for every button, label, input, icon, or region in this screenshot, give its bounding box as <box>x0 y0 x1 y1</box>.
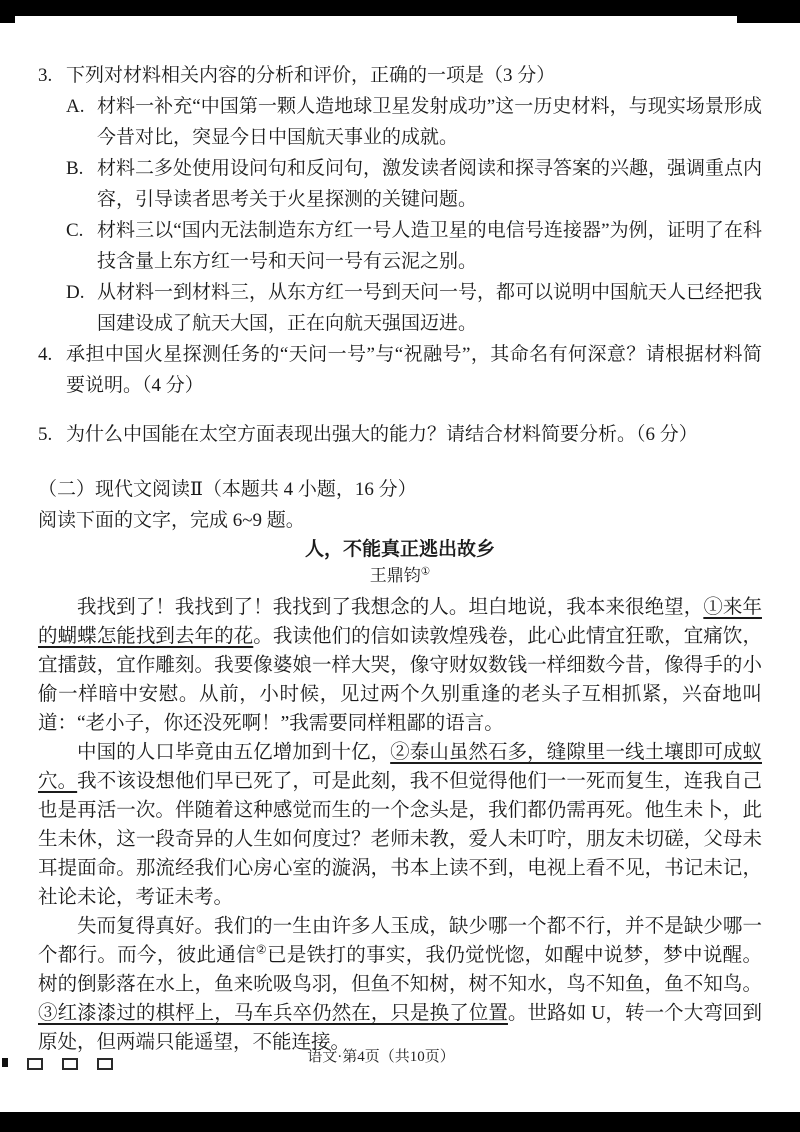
passage-author-name: 王鼎钧 <box>369 566 421 585</box>
print-registration-mark-filled <box>2 1058 8 1067</box>
scan-top-black-bar <box>0 0 800 16</box>
page-content <box>38 60 762 1057</box>
option-d-text: 从材料一到材料三，从东方红一号到天问一号，都可以说明中国航天人已经把我国建设成了航天大国，正在向航天强国迈进。 <box>97 282 763 334</box>
print-registration-mark-1 <box>27 1058 43 1070</box>
scan-bottom-black-bar <box>0 1112 800 1132</box>
question-5 <box>38 419 762 450</box>
scan-top-left-notch <box>0 0 15 23</box>
option-c-text: 材料三以“国内无法制造东方红一号人造卫星的电信号连接器”为例，证明了在科技含量上东方红一号和天问一号有云泥之别。 <box>97 220 762 272</box>
question-4-number: 4. <box>38 344 53 365</box>
question-3-number: 3. <box>38 65 53 86</box>
scan-top-right-notch <box>737 0 800 23</box>
question-5-number: 5. <box>38 424 53 445</box>
print-registration-mark-3 <box>97 1058 113 1070</box>
author-footnote-mark: ① <box>420 566 431 578</box>
section-2-intro: 阅读下面的文字，完成 6~9 题。 <box>38 510 305 531</box>
passage-paragraph-1: 我找到了！我找到了！我找到了我想念的人。坦白地说，我本来很绝望，①来年的蝴蝶怎能找到去年的花。我读他们的信如读敦煌残卷，此心此情宜狂歌，宜痛饮，宜擂鼓，宜作雕刻。我要像婆娘一样大哭，像守财奴数钱一样细数今昔，像得手的小偷一样暗中安慰。从前，小时候，见过两个久别重逢的老头子互相抓紧，兴奋地叫道：“老小子，你还没死啊！”我需要同样粗鄙的语言。 <box>38 597 762 734</box>
section-2-header: （二）现代文阅读Ⅱ（本题共 4 小题，16 分） <box>38 479 417 500</box>
question-3-options <box>66 91 762 339</box>
option-a-label: A. <box>66 96 85 117</box>
passage-paragraph-3: 失而复得真好。我们的一生由许多人玉成，缺少哪一个都不行，并不是缺少哪一个都行。而今，彼此通信②已是铁打的事实，我仍觉恍惚，如醒中说梦，梦中说醒。树的倒影落在水上，鱼来吮吸鸟羽，但鱼不知树，树不知水，鸟不知鱼，鱼不知鸟。③红漆漆过的棋枰上，马车兵卒仍然在，只是换了位置。世路如 U，转一个大弯回到原处，但两端只能遥望，不能连接。 <box>38 916 762 1053</box>
passage-author-line <box>38 564 762 588</box>
option-c <box>66 215 762 277</box>
page-footer-label: 语文·第4页（共10页） <box>307 1049 455 1065</box>
option-b-label: B. <box>66 158 84 179</box>
option-b-text: 材料二多处使用设问句和反问句，激发读者阅读和探寻答案的兴趣，强调重点内容，引导读者思考关于火星探测的关键问题。 <box>97 158 763 210</box>
reading-passage <box>38 536 762 1057</box>
print-registration-mark-2 <box>62 1058 78 1070</box>
question-4 <box>38 339 762 401</box>
question-3 <box>38 60 762 91</box>
option-a <box>66 91 762 153</box>
question-5-stem: 为什么中国能在太空方面表现出强大的能力？请结合材料简要分析。（6 分） <box>66 424 698 445</box>
passage-paragraph-2: 中国的人口毕竟由五亿增加到十亿，②泰山虽然石多，缝隙里一线土壤即可成蚁穴。我不该设想他们早已死了，可是此刻，我不但觉得他们一一死而复生，连我自己也是再活一次。伴随着这种感觉而生的一个念头是，我们都仍需再死。他生未卜，此生未休，这一段奇异的人生如何度过？老师未教，爱人未叮咛，朋友未切磋，父母未耳提面命。那流经我们心房心室的漩涡，书本上读不到，电视上看不见，书记未记，社论未论，考证未考。 <box>38 742 762 908</box>
option-d-label: D. <box>66 282 85 303</box>
option-b <box>66 153 762 215</box>
question-3-stem: 下列对材料相关内容的分析和评价，正确的一项是（3 分） <box>66 65 556 86</box>
passage-title: 人，不能真正逃出故乡 <box>304 539 495 560</box>
option-a-text: 材料一补充“中国第一颗人造地球卫星发射成功”这一历史材料，与现实场景形成今昔对比，突显今日中国航天事业的成就。 <box>97 96 762 148</box>
option-d <box>66 277 762 339</box>
option-c-label: C. <box>66 220 84 241</box>
question-4-stem: 承担中国火星探测任务的“天问一号”与“祝融号”，其命名有何深意？请根据材料简要说明。（4 分） <box>66 344 762 396</box>
